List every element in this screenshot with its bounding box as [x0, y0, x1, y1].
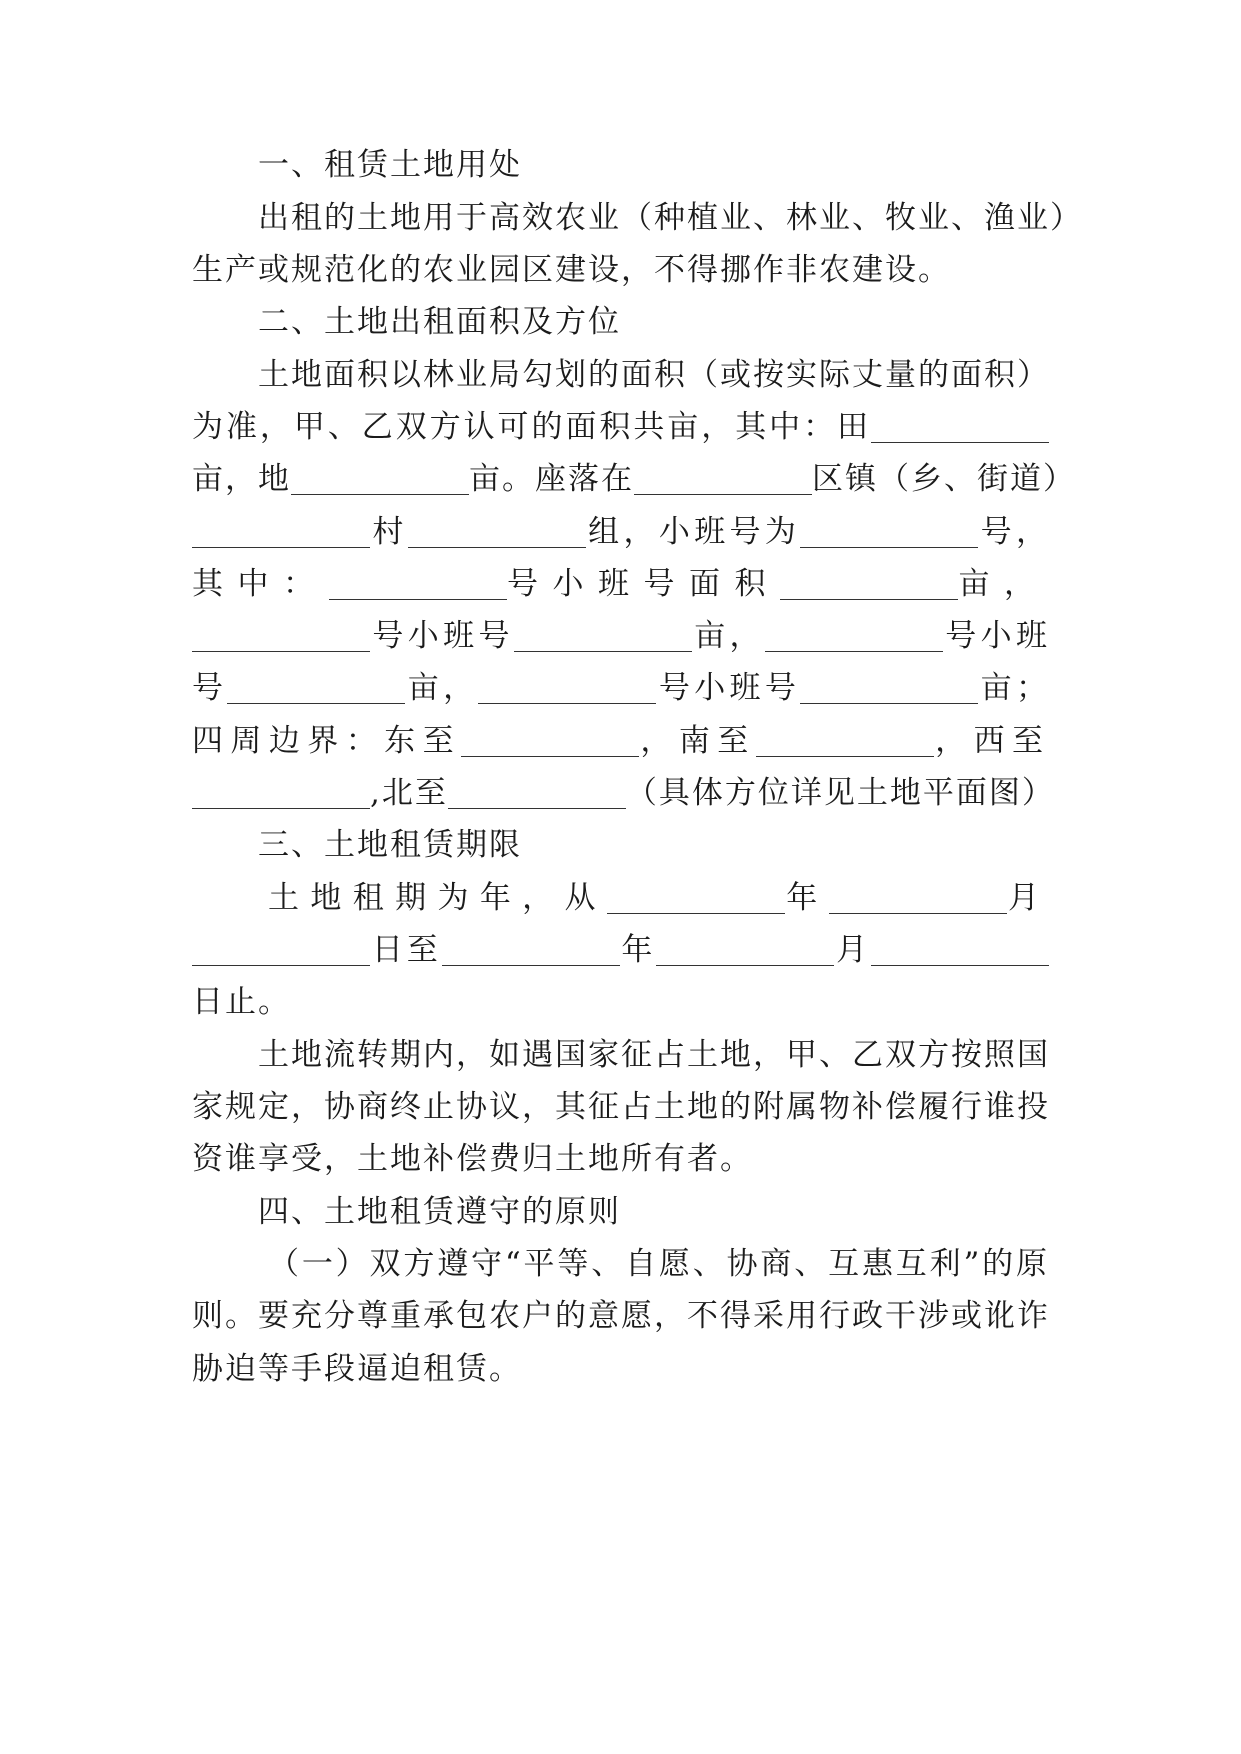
section-2-line-5 — [192, 561, 1049, 607]
text: 为准，甲、乙双方认可的面积共亩，其中：田 — [192, 409, 871, 445]
text: 号， — [978, 514, 1050, 550]
blank-field — [192, 613, 370, 652]
blank-field — [514, 613, 692, 652]
text: 号小班号 — [656, 670, 801, 706]
blank-field — [192, 770, 370, 809]
text: ,北至 — [370, 775, 448, 811]
text: 亩， — [405, 670, 479, 706]
text: ，南至 — [639, 723, 756, 759]
text: 村 — [370, 514, 408, 550]
section-1-heading: 一、租赁土地用处 — [258, 147, 522, 183]
text: 亩。座落在 — [469, 461, 634, 497]
section-2-line-3 — [192, 456, 1076, 502]
section-2-line-1: 土地面积以林业局勾划的面积（或按实际丈量的面积） — [258, 357, 1050, 393]
blank-field — [227, 665, 405, 704]
section-2-line-4 — [192, 509, 1049, 555]
text: 区镇（乡、街道） — [812, 461, 1076, 497]
section-2-line-9 — [192, 770, 1055, 816]
blank-field — [461, 718, 639, 757]
text: 号小班号面积 — [506, 566, 780, 602]
text: 号小班 — [942, 618, 1050, 654]
text: 年 — [619, 932, 657, 968]
section-4-heading: 四、土地租赁遵守的原则 — [258, 1194, 621, 1230]
section-4-line-2: 则。要充分尊重承包农户的意愿，不得采用行政干涉或讹诈 — [192, 1298, 1050, 1334]
section-3-line-3: 日止。 — [192, 984, 291, 1020]
text: 年 — [784, 880, 829, 916]
text: 亩， — [691, 618, 765, 654]
text: 号小班号 — [370, 618, 514, 654]
blank-field — [871, 927, 1049, 966]
section-1-line-1: 出租的土地用于高效农业（种植业、林业、牧业、渔业） — [258, 200, 1083, 236]
section-2-line-2 — [192, 404, 1049, 450]
blank-field — [634, 456, 812, 495]
section-3-line-2 — [192, 927, 1049, 973]
section-3-heading: 三、土地租赁期限 — [258, 827, 522, 863]
blank-field — [607, 875, 785, 914]
text: 日至 — [370, 932, 442, 968]
section-4-line-1: （一）双方遵守“平等、自愿、协商、互惠互利”的原 — [268, 1246, 1049, 1282]
blank-field — [800, 509, 978, 548]
blank-field — [329, 561, 507, 600]
text: 其中： — [192, 566, 329, 602]
section-2-line-6 — [192, 613, 1049, 659]
blank-field — [291, 456, 469, 495]
text: 亩， — [958, 566, 1049, 602]
section-2-heading: 二、土地出租面积及方位 — [258, 304, 621, 340]
text: （具体方位详见土地平面图） — [625, 775, 1055, 811]
section-3-para-2-line-3: 资谁享受，土地补偿费归土地所有者。 — [192, 1141, 753, 1177]
text: 组，小班号为 — [585, 514, 801, 550]
section-3-para-2-line-2: 家规定，协商终止协议，其征占土地的附属物补偿履行谁投 — [192, 1089, 1050, 1125]
text: ，西至 — [933, 723, 1050, 759]
section-3-para-2-line-1: 土地流转期内，如遇国家征占土地，甲、乙双方按照国 — [258, 1037, 1050, 1073]
blank-field — [442, 927, 620, 966]
text: 四周边界：东至 — [192, 723, 461, 759]
section-2-line-8 — [192, 718, 1049, 764]
text: 号 — [192, 670, 228, 706]
blank-field — [780, 561, 958, 600]
blank-field — [478, 665, 656, 704]
blank-field — [756, 718, 934, 757]
text: 月 — [1006, 880, 1050, 916]
blank-field — [765, 613, 943, 652]
section-1-line-2: 生产或规范化的农业园区建设，不得挪作非农建设。 — [192, 252, 951, 288]
section-2-line-7 — [192, 665, 1049, 711]
blank-field — [829, 875, 1007, 914]
blank-field — [448, 770, 626, 809]
blank-field — [800, 665, 978, 704]
section-4-line-3: 胁迫等手段逼迫租赁。 — [192, 1351, 522, 1387]
blank-field — [192, 927, 370, 966]
text: 土地租期为年，从 — [268, 880, 607, 916]
text: 月 — [834, 932, 872, 968]
text: 亩； — [978, 670, 1050, 706]
text: 亩，地 — [192, 461, 291, 497]
blank-field — [408, 509, 586, 548]
section-3-line-1 — [268, 875, 1049, 921]
blank-field — [192, 509, 370, 548]
blank-field — [656, 927, 834, 966]
blank-field — [871, 404, 1049, 443]
